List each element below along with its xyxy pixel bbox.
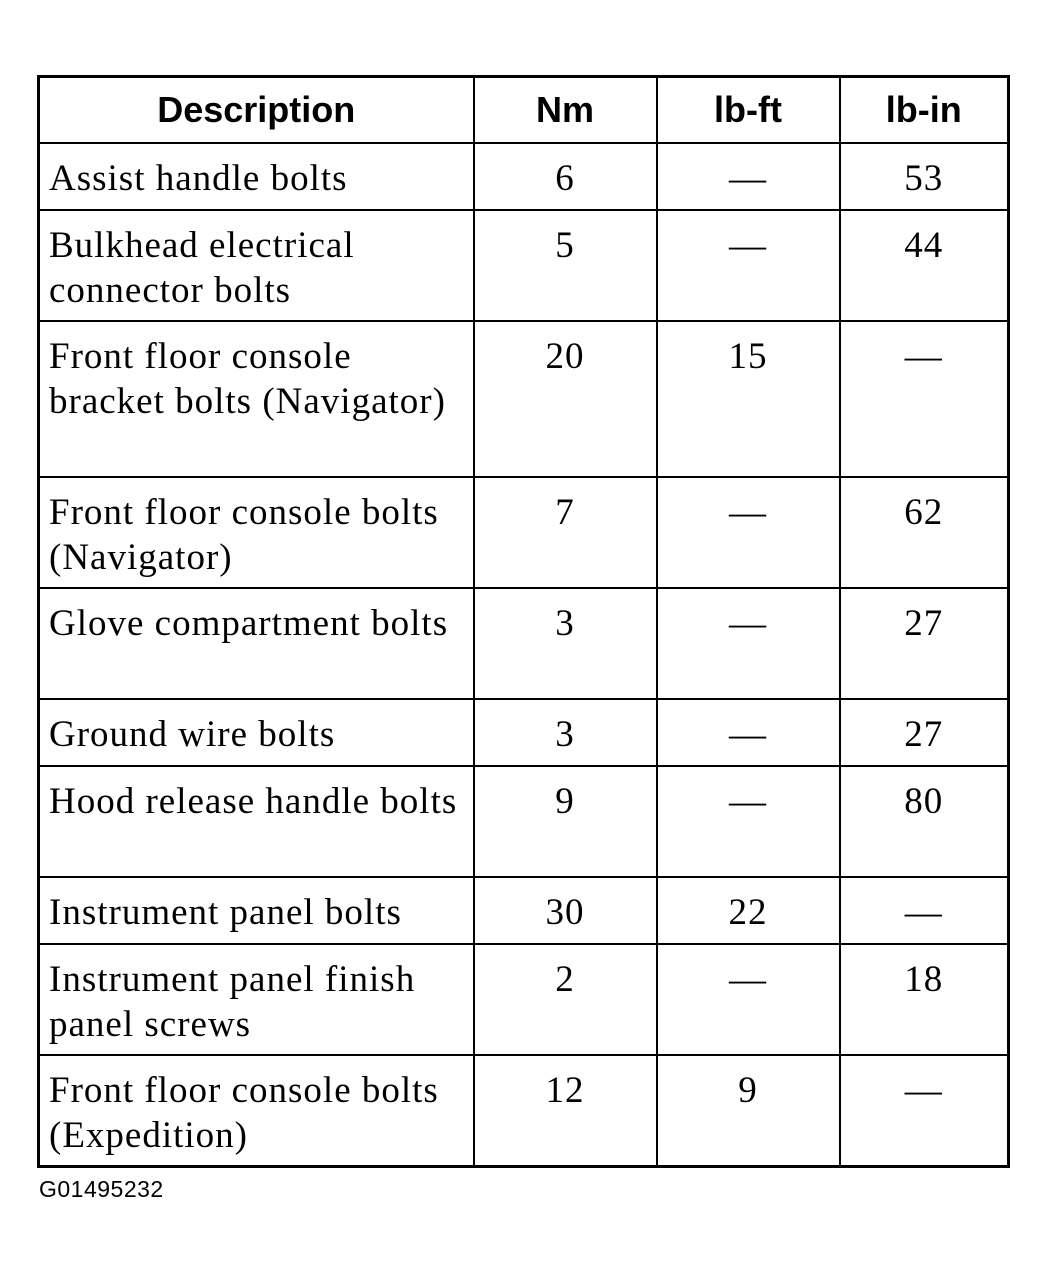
lbft-cell: — [657, 588, 840, 699]
nm-cell: 7 [474, 477, 657, 588]
figure-id-label: G01495232 [39, 1176, 164, 1202]
nm-cell: 6 [474, 143, 657, 210]
lbin-cell: 27 [840, 699, 1009, 766]
nm-cell: 9 [474, 766, 657, 877]
column-header-lbft: lb-ft [657, 77, 840, 144]
table-row [39, 766, 1009, 877]
torque-spec-table [37, 75, 1010, 1168]
table-row [39, 944, 1009, 1055]
description-cell: Assist handle bolts [39, 143, 474, 210]
table-row [39, 143, 1009, 210]
table-row [39, 210, 1009, 321]
column-header-description: Description [39, 77, 474, 144]
description-cell: Hood release handle bolts [39, 766, 474, 877]
lbin-cell: 27 [840, 588, 1009, 699]
description-cell: Instrument panel finish panel screws [39, 944, 474, 1055]
description-cell: Glove compartment bolts [39, 588, 474, 699]
table-row [39, 1055, 1009, 1167]
table-header-row [39, 77, 1009, 144]
description-cell: Ground wire bolts [39, 699, 474, 766]
lbin-cell: 62 [840, 477, 1009, 588]
table-row [39, 699, 1009, 766]
lbin-cell: 80 [840, 766, 1009, 877]
description-cell: Front floor console bolts (Navigator) [39, 477, 474, 588]
column-header-lbin: lb-in [840, 77, 1009, 144]
nm-cell: 20 [474, 321, 657, 477]
lbft-cell: — [657, 699, 840, 766]
lbin-cell: 44 [840, 210, 1009, 321]
nm-cell: 2 [474, 944, 657, 1055]
description-cell: Bulkhead electrical connector bolts [39, 210, 474, 321]
lbin-cell: — [840, 321, 1009, 477]
description-cell: Front floor console bolts (Expedition) [39, 1055, 474, 1167]
lbft-cell: — [657, 944, 840, 1055]
table-row [39, 877, 1009, 944]
nm-cell: 30 [474, 877, 657, 944]
lbft-cell: 9 [657, 1055, 840, 1167]
lbft-cell: 22 [657, 877, 840, 944]
lbin-cell: 53 [840, 143, 1009, 210]
nm-cell: 3 [474, 699, 657, 766]
nm-cell: 3 [474, 588, 657, 699]
lbft-cell: 15 [657, 321, 840, 477]
lbin-cell: — [840, 877, 1009, 944]
lbft-cell: — [657, 477, 840, 588]
table-row [39, 477, 1009, 588]
description-cell: Instrument panel bolts [39, 877, 474, 944]
table-row [39, 588, 1009, 699]
lbin-cell: 18 [840, 944, 1009, 1055]
lbft-cell: — [657, 766, 840, 877]
column-header-nm: Nm [474, 77, 657, 144]
description-cell: Front floor console bracket bolts (Navigator) [39, 321, 474, 477]
lbft-cell: — [657, 143, 840, 210]
lbft-cell: — [657, 210, 840, 321]
nm-cell: 5 [474, 210, 657, 321]
nm-cell: 12 [474, 1055, 657, 1167]
lbin-cell: — [840, 1055, 1009, 1167]
table-row [39, 321, 1009, 477]
